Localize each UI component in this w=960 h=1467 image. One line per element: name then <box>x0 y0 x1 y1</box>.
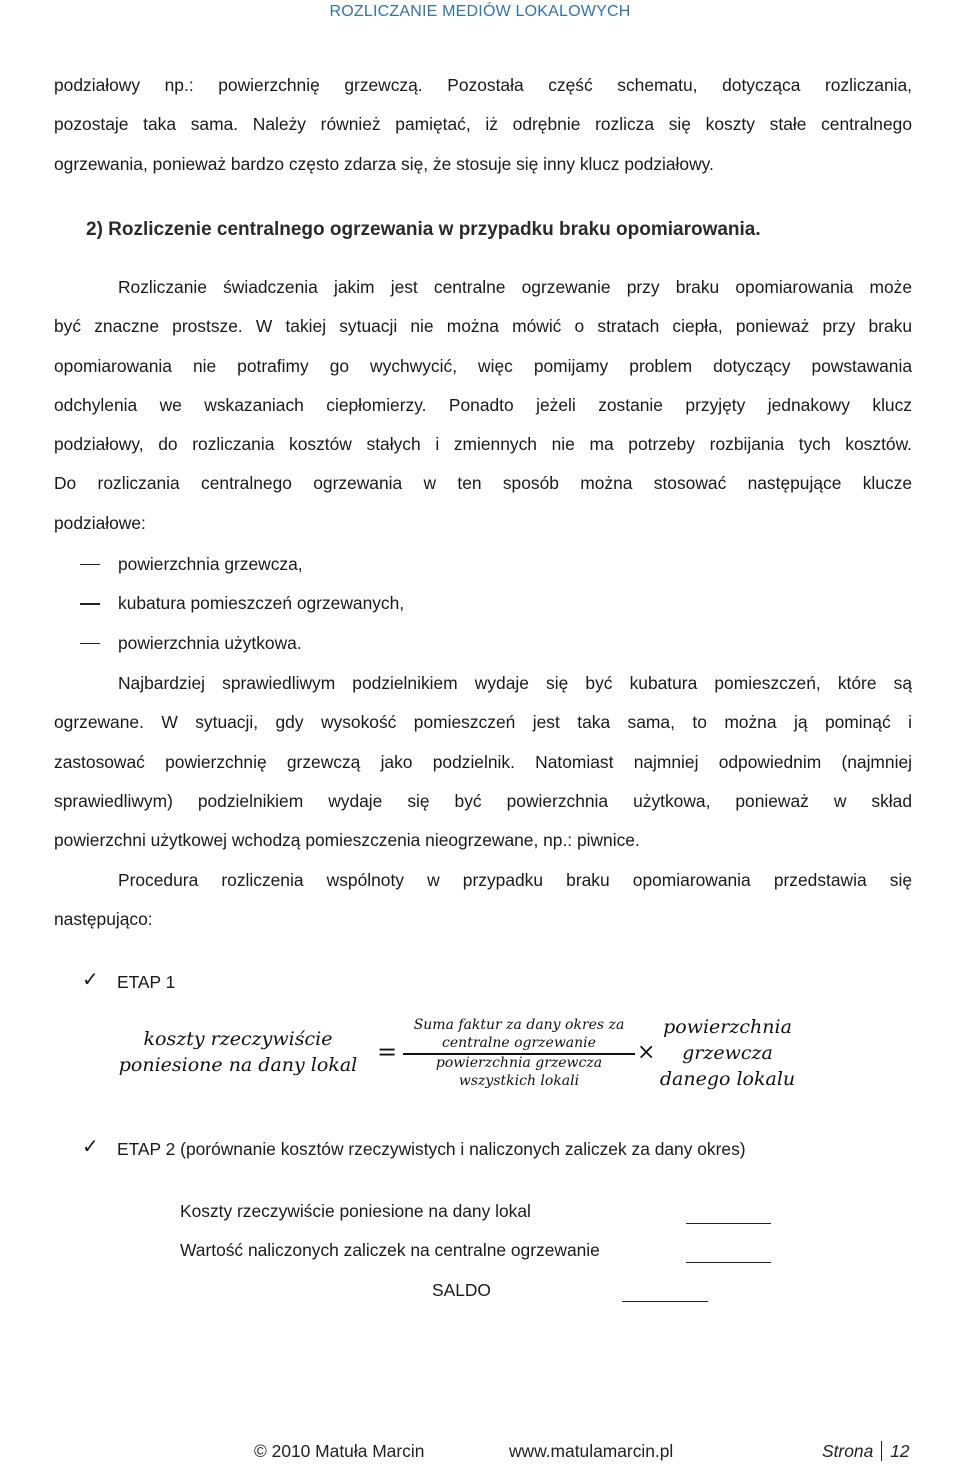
times-sign: × <box>637 1040 656 1065</box>
paragraph-line: Procedura rozliczenia wspólnoty w przypadku braku opomiarowania przedstawia się <box>118 870 912 890</box>
denominator-line: wszystkich lokali <box>458 1073 580 1089</box>
formula-numerator <box>403 1016 635 1052</box>
formula-rhs-line: powierzchnia <box>663 1016 792 1038</box>
etap-2-label: ETAP 2 (porównanie kosztów rzeczywistych i naliczonych zaliczek za dany okres) <box>117 1139 746 1159</box>
saldo-label: SALDO <box>432 1280 491 1300</box>
formula-lhs-line: koszty rzeczywiście <box>143 1028 333 1050</box>
numerator-line: Suma faktur za dany okres za <box>413 1017 625 1033</box>
intro-line: pozostaje taka sama. Należy również pamiętać, iż odrębnie rozlicza się koszty stałe centralnego <box>54 114 912 135</box>
numerator-line: centralne ogrzewanie <box>442 1035 596 1051</box>
formula-denominator <box>403 1054 635 1090</box>
paragraph-line: Do rozliczania centralnego ogrzewania w ten sposób można stosować następujące klucze <box>54 473 912 494</box>
paragraph-line: odchylenia we wskazaniach ciepłomierzy. Ponadto jeżeli zostanie przyjęty jednakowy klucz <box>54 394 912 415</box>
paragraph-line: Najbardziej sprawiedliwym podzielnikiem wydaje się być kubatura pomieszczeń, które są <box>118 673 912 693</box>
list-item-text: powierzchnia grzewcza, <box>118 554 303 574</box>
intro-line: podziałowy np.: powierzchnię grzewczą. Pozostała część schematu, dotycząca rozliczania, <box>54 75 912 95</box>
advances-blank <box>686 1262 771 1263</box>
paragraph-3 <box>54 861 912 940</box>
denominator-line: powierzchnia grzewcza <box>435 1055 603 1071</box>
paragraph-line: ogrzewane. W sytuacji, gdy wysokość pomieszczeń jest taka sama, to można ją pominąć i <box>54 712 912 733</box>
page-label: Strona <box>822 1441 874 1461</box>
list-item-text: kubatura pomieszczeń ogrzewanych, <box>118 593 405 614</box>
footer-website[interactable]: www.matulamarcin.pl <box>509 1441 674 1461</box>
footer-copyright: © 2010 Matuła Marcin <box>254 1441 425 1461</box>
intro-paragraph <box>54 66 912 184</box>
page-separator <box>881 1441 882 1461</box>
list-item <box>80 545 404 584</box>
formula-lhs <box>118 1026 358 1078</box>
header-title: ROZLICZANIE MEDIÓW LOKALOWYCH <box>329 3 631 20</box>
section-heading: 2) Rozliczenie centralnego ogrzewania w przypadku braku opomiarowania. <box>86 219 761 240</box>
advances-label: Wartość naliczonych zaliczek na centralne ogrzewanie <box>180 1240 600 1260</box>
paragraph-line: opomiarowania nie potrafimy go wychwycić, więc pomijamy problem dotyczący powstawania <box>54 355 912 376</box>
paragraph-line: następująco: <box>54 909 153 930</box>
list-item-text: powierzchnia użytkowa. <box>118 632 302 653</box>
paragraph-line: podziałowy, do rozliczania kosztów stałych i zmiennych nie ma potrzeby rozbijania tych kosztów. <box>54 434 912 455</box>
dash-bullet-icon <box>80 603 100 604</box>
list-item <box>80 624 404 663</box>
intro-line: ogrzewania, ponieważ bardzo często zdarza się, że stosuje się inny klucz podziałowy. <box>54 153 714 174</box>
division-keys-list <box>80 545 404 663</box>
actual-costs-label: Koszty rzeczywiście poniesione na dany lokal <box>180 1201 531 1221</box>
formula-rhs-line: grzewcza <box>682 1042 773 1064</box>
paragraph-line: sprawiedliwym) podzielnikiem wydaje się być powierzchnia użytkowa, ponieważ w skład <box>54 790 912 811</box>
footer-page <box>822 1441 910 1462</box>
paragraph-line: Rozliczanie świadczenia jakim jest centralne ogrzewanie przy braku opomiarowania może <box>118 277 912 297</box>
paragraph-line: być znaczne prostsze. W takiej sytuacji nie można mówić o stratach ciepła, ponieważ przy braku <box>54 316 912 337</box>
paragraph-line: zastosować powierzchnię grzewczą jako podzielnik. Natomiast najmniej odpowiednim (najmniej <box>54 751 912 772</box>
running-header <box>0 0 960 26</box>
actual-costs-blank <box>686 1223 771 1224</box>
list-item <box>80 584 404 623</box>
paragraph-line: podziałowe: <box>54 512 146 533</box>
formula-lhs-line: poniesione na dany lokal <box>118 1054 358 1076</box>
formula-rhs <box>655 1014 800 1092</box>
page-number: 12 <box>890 1441 910 1461</box>
dash-bullet-icon <box>80 643 100 644</box>
checkmark-icon: ✓ <box>82 969 99 991</box>
checkmark-icon: ✓ <box>82 1136 99 1158</box>
paragraph-line: powierzchni użytkowej wchodzą pomieszczenia nieogrzewane, np.: piwnice. <box>54 830 640 851</box>
etap-1-label: ETAP 1 <box>117 972 176 992</box>
dash-bullet-icon <box>80 564 100 565</box>
saldo-blank <box>622 1301 708 1302</box>
paragraph-1 <box>54 268 912 543</box>
paragraph-2 <box>54 664 912 860</box>
formula-rhs-line: danego lokalu <box>659 1068 796 1090</box>
cost-formula <box>0 1010 960 1100</box>
equals-sign: = <box>377 1038 398 1066</box>
